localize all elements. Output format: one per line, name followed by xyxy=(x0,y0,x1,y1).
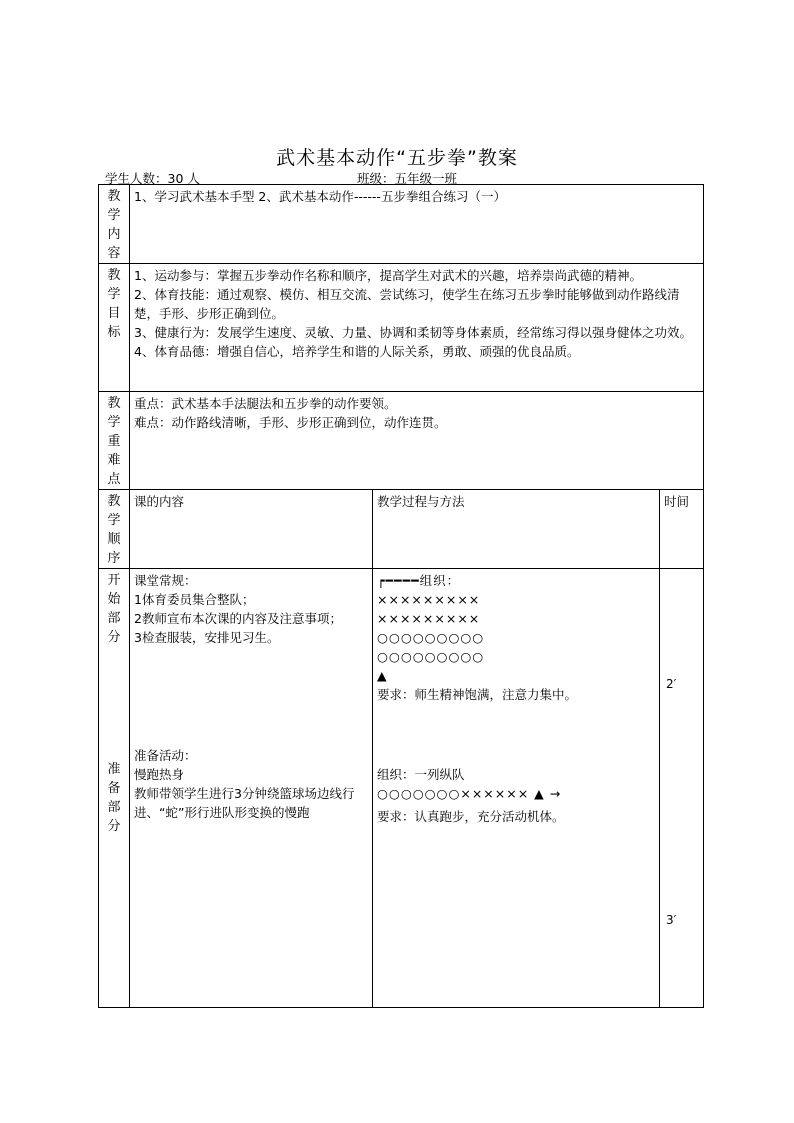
label-key-points: 教 学 重 难 点 xyxy=(99,392,130,490)
start-content-2: 1体育委员集合整队； xyxy=(134,592,255,607)
start-content-3: 2教师宣布本次课的内容及注意事项； xyxy=(134,611,342,626)
label-teaching-content: 教 学 内 容 xyxy=(99,185,130,264)
lesson-title: 武术基本动作“五步拳”教案 xyxy=(276,147,518,169)
goal-1: 1、运动参与：掌握五步拳动作名称和顺序，提高学生对武术的兴趣，培养崇尚武德的精神。 xyxy=(134,268,642,283)
start-content-1: 课堂常规： xyxy=(134,573,197,588)
teaching-goals-text xyxy=(130,264,704,392)
row-key-points xyxy=(99,392,704,490)
lesson-time-cell xyxy=(660,569,704,1008)
start-requirement: 要求：师生精神饱满，注意力集中。 xyxy=(377,687,578,702)
col-header-content: 课的内容 xyxy=(130,490,373,569)
goal-4: 4、体育品德：增强自信心，培养学生和谐的人际关系，勇敢、顽强的优良品质。 xyxy=(134,344,580,359)
label-lesson-parts: 开 始 部 分 准 备 部 分 xyxy=(99,569,130,1008)
goal-2: 2、体育技能：通过观察、模仿、相互交流、尝试练习，使学生在练习五步拳时能够做到动作路线清楚，手形、步形正确到位。 xyxy=(134,287,680,321)
row-teaching-goals xyxy=(99,264,704,392)
formation-row-4: ○○○○○○○○○ xyxy=(377,649,485,664)
goal-3: 3、健康行为：发展学生速度、灵敏、力量、协调和柔韧等身体素质，经常练习得以强身健体之功效。 xyxy=(134,325,692,340)
formation-row-2: ××××××××× xyxy=(377,611,481,626)
col-header-method: 教学过程与方法 xyxy=(373,490,660,569)
class-name: 班级：五年级一班 xyxy=(357,171,458,186)
label-teaching-order: 教 学 顺 序 xyxy=(99,490,130,569)
start-content-4: 3检查服装，安排见习生。 xyxy=(134,630,280,645)
key-point: 重点：武术基本手法腿法和五步拳的动作要领。 xyxy=(134,396,397,411)
row-lesson-parts xyxy=(99,569,704,1008)
student-count: 学生人数：30 人 xyxy=(105,171,200,186)
prep-content-2: 慢跑热身 xyxy=(134,767,185,782)
key-points-text xyxy=(130,392,704,490)
formation-row-3: ○○○○○○○○○ xyxy=(377,630,485,645)
prep-time: 3′ xyxy=(666,913,677,927)
row-teaching-order xyxy=(99,490,704,569)
prep-formation: ○○○○○○○×××××× ▲ → xyxy=(377,786,562,801)
teaching-content-text: 1、学习武术基本手型 2、武术基本动作------五步拳组合练习（一） xyxy=(130,185,704,264)
formation-row-1: ××××××××× xyxy=(377,592,481,607)
prep-requirement: 要求：认真跑步，充分活动机体。 xyxy=(377,809,565,824)
lesson-plan-table xyxy=(98,184,704,1008)
lesson-content-cell xyxy=(130,569,373,1008)
prep-org-header: 组织：一列纵队 xyxy=(377,767,465,782)
prep-content-3: 教师带领学生进行3分钟绕篮球场边线行进、“蛇”形行进队形变换的慢跑 xyxy=(134,786,355,820)
prep-content-1: 准备活动： xyxy=(134,748,197,763)
col-header-time: 时间 xyxy=(660,490,704,569)
lesson-method-cell xyxy=(373,569,660,1008)
row-teaching-content xyxy=(99,185,704,264)
difficult-point: 难点：动作路线清晰，手形、步形正确到位，动作连贯。 xyxy=(134,415,447,430)
start-org-header: ┍━━━━组织： xyxy=(377,573,461,588)
label-teaching-goals: 教 学 目 标 xyxy=(99,264,130,392)
teacher-marker: ▲ xyxy=(377,668,388,683)
start-time: 2′ xyxy=(666,677,677,691)
